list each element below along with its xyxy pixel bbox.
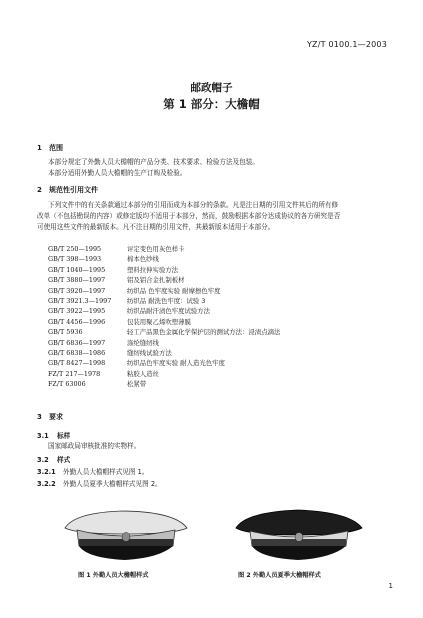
section-2-intro-line-2: 改单（不包括勘误的内容）或修定版均不适用于本部分，然而，鼓励根据本部分达成协议的各方研究是否 [37, 212, 341, 220]
normative-reference-list [48, 244, 280, 389]
section-1-number: 1 [37, 144, 42, 152]
reference-code: GB/T 1040—1995 [48, 265, 106, 274]
reference-item [48, 286, 280, 296]
reference-name: 铝及铝合金扎制板材 [127, 276, 185, 285]
reference-item [48, 317, 280, 327]
reference-code: GB/T 6836—1997 [48, 338, 106, 347]
document-title: 邮政帽子 [190, 82, 233, 94]
reference-name: 涤纶缝纫线 [127, 338, 159, 347]
section-3-1-heading [37, 430, 70, 440]
section-3-2-heading [37, 454, 70, 464]
reference-code: GB/T 5936 [48, 328, 83, 337]
section-3-title: 要求 [49, 413, 63, 421]
reference-name: 粘胶人造丝 [127, 369, 159, 378]
standard-code: YZ/T 0100.1—2003 [306, 40, 387, 49]
reference-code: GB/T 3921.3—1997 [48, 296, 112, 305]
reference-name: 轻工产品黑色金属化学保护层的测试方法：浸渍点滴法 [127, 328, 281, 337]
section-2-number: 2 [37, 186, 42, 194]
reference-code: FZ/T 217—1978 [48, 369, 101, 378]
section-3-heading [37, 412, 63, 422]
reference-name: 纺织品 耐洗色牢度：试验 3 [127, 296, 206, 305]
section-3-2-number: 3.2 [37, 456, 49, 464]
section-3-1-number: 3.1 [37, 432, 49, 440]
reference-code: GB/T 6838—1986 [48, 348, 106, 357]
reference-name: 缝纫线试验方法 [127, 348, 172, 357]
reference-name: 纺织品色牢度实验 耐人造光色牢度 [127, 359, 225, 368]
section-3-1-title: 标样 [57, 432, 71, 440]
section-3-2-2-line [37, 478, 162, 488]
reference-item [48, 338, 280, 348]
section-1-title: 范围 [49, 144, 63, 152]
reference-code: GB/T 3922—1995 [48, 307, 106, 316]
section-1-line-1: 本部分规定了外勤人员大檐帽的产品分类、技术要求、检验方法及包装。 [48, 158, 259, 166]
reference-name: 评定变色用灰色样卡 [127, 245, 185, 253]
reference-item [48, 348, 280, 358]
reference-name: 塑料拉伸实验方法 [127, 265, 179, 274]
reference-name: 纺织品耐汗渍色牢度试验方法 [127, 307, 211, 316]
reference-name: 包装用聚乙烯吹塑薄膜 [127, 317, 191, 326]
section-3-2-1-line [37, 466, 148, 476]
reference-code: GB/T 8427—1998 [48, 359, 106, 368]
section-1-line-2: 本部分适用外勤人员大檐帽的生产订购及检验。 [48, 169, 187, 177]
reference-item [48, 369, 280, 379]
reference-item [48, 327, 280, 337]
figure-1-cap-illustration [55, 506, 195, 566]
reference-name: 纺织品 色牢度实验 耐摩擦色牢度 [127, 286, 221, 295]
section-3-2-2-text: 外勤人员夏季大檐帽样式见图 2。 [63, 480, 162, 488]
section-3-2-2-number: 3.2.2 [37, 480, 56, 488]
reference-code: GB/T 3880—1997 [48, 276, 106, 285]
section-1-heading [37, 143, 63, 153]
reference-code: FZ/T 63006 [48, 380, 86, 389]
reference-code: GB/T 3920—1997 [48, 286, 106, 295]
reference-code: GB/T 250—1995 [48, 245, 102, 253]
reference-name: 棉本色纱线 [127, 255, 159, 264]
reference-code: GB/T 4456—1996 [48, 317, 106, 326]
reference-item [48, 296, 280, 306]
figure-2-caption: 图 2 外勤人员夏季大檐帽样式 [238, 572, 321, 579]
section-2-title: 规范性引用文件 [49, 186, 98, 194]
section-2-intro-line-3: 可使用这些文件的最新版本。凡不注日期的引用文件，其最新版本适用于本部分。 [37, 223, 275, 231]
reference-item [48, 244, 280, 254]
figure-1-caption: 图 1 外勤人员大檐帽样式 [78, 572, 149, 579]
reference-name: 松紧带 [127, 380, 147, 389]
page-number: 1 [388, 582, 393, 590]
reference-item [48, 358, 280, 368]
section-3-2-1-number: 3.2.1 [37, 468, 56, 476]
section-3-1-text: 国家邮政局审核批准的实物样。 [48, 442, 141, 450]
section-3-2-title: 样式 [57, 456, 71, 464]
part-title: 第 1 部分：大檐帽 [163, 97, 260, 111]
reference-item [48, 379, 280, 389]
figure-2-cap-illustration [228, 506, 368, 566]
section-3-number: 3 [37, 413, 42, 421]
reference-item [48, 254, 280, 264]
reference-code: GB/T 398—1993 [48, 255, 102, 264]
reference-item [48, 265, 280, 275]
section-2-intro-line-1: 下列文件中的有关条款通过本部分的引用而成为本部分的条款。凡是注日期的引用文件其后的所有修 [48, 201, 339, 209]
section-3-2-1-text: 外勤人员大檐帽样式见图 1。 [63, 468, 149, 476]
reference-item [48, 306, 280, 316]
section-2-heading [37, 185, 98, 195]
reference-item [48, 275, 280, 285]
